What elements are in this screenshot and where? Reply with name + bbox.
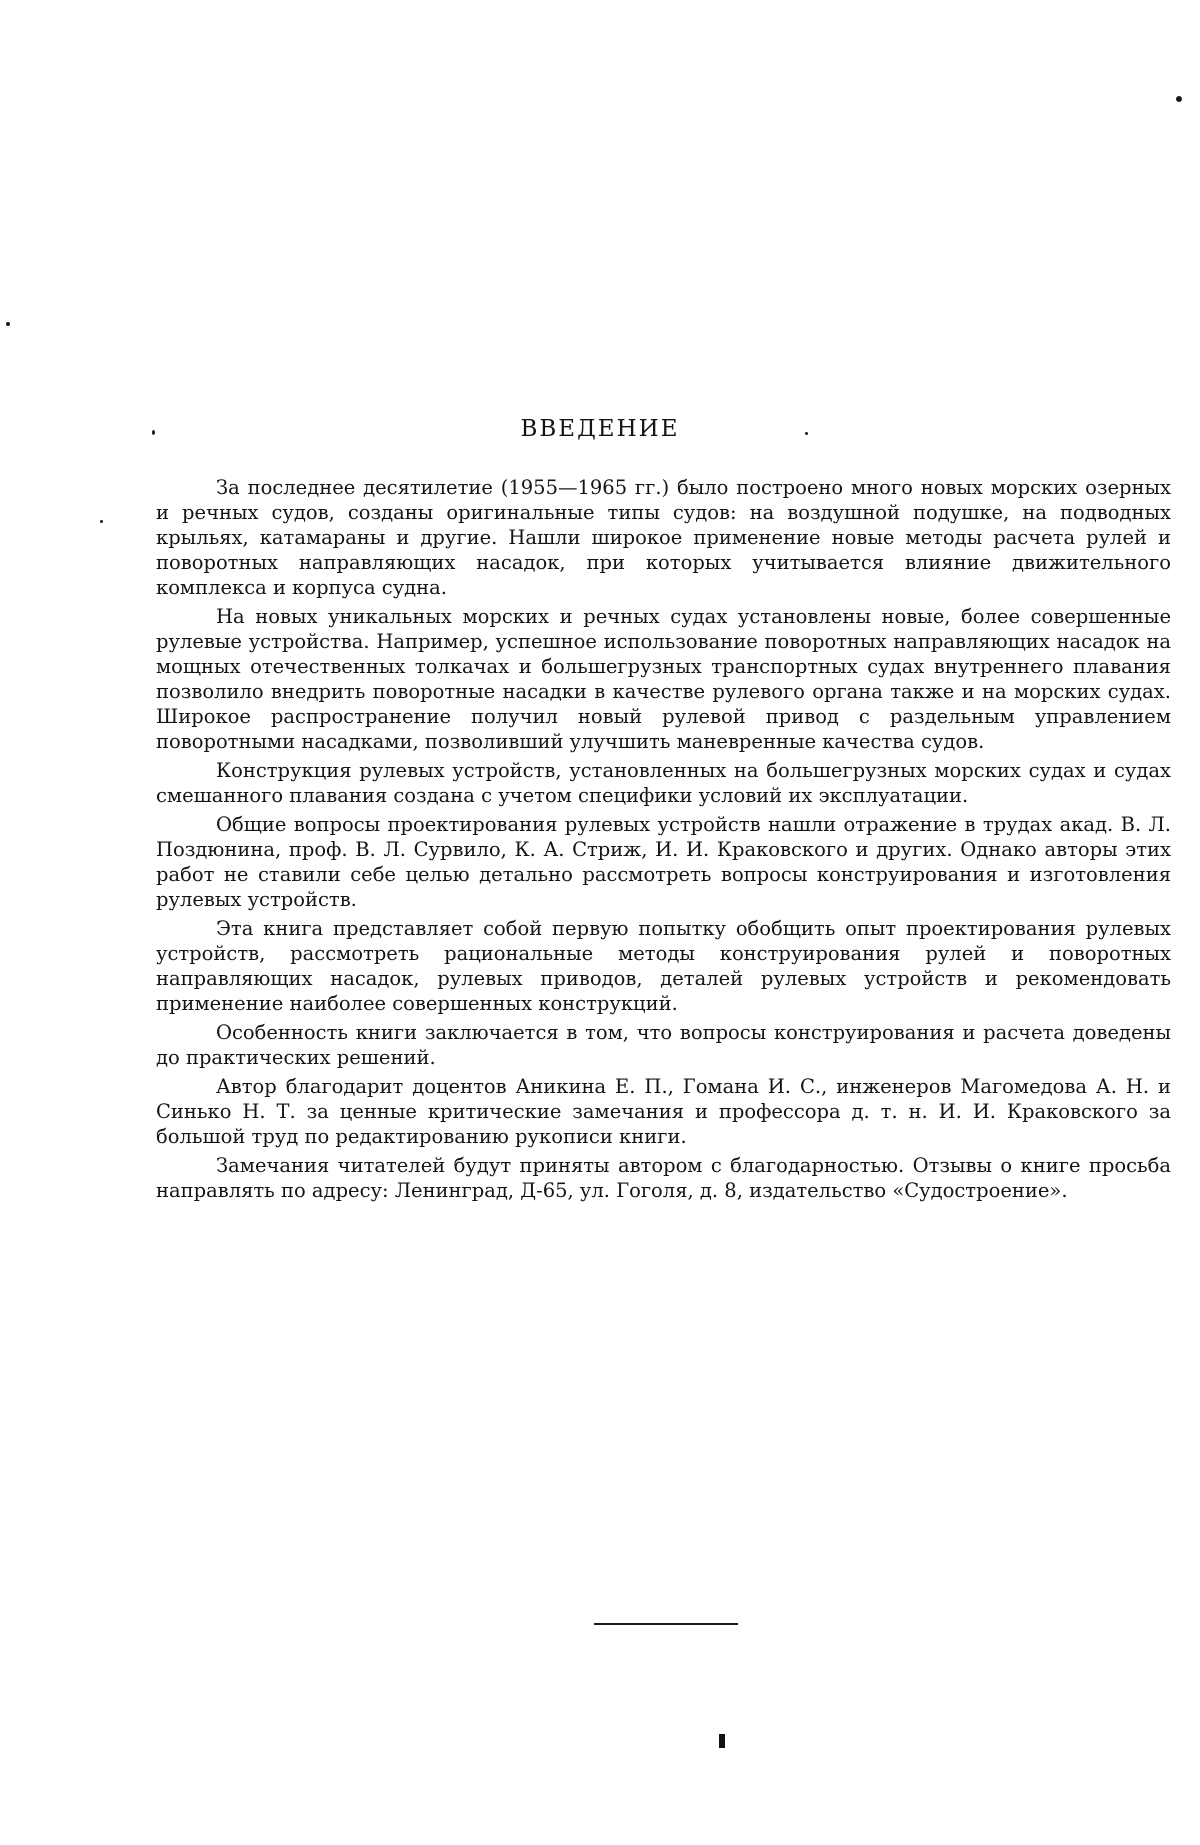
scan-speck [100, 520, 103, 523]
paragraph: Общие вопросы проектирования рулевых устройств нашли отражение в трудах акад. В. Л. Поздюнина, проф. В. Л. Сурвило, К. А. Стриж, И. И. Краковского и других. Однако авторы этих работ не ставили себе целью детально рассмотреть вопросы конструирования и изготовления рулевых устройств. [156, 813, 1171, 911]
page-mark [719, 1734, 725, 1748]
body-text [156, 475, 1171, 1207]
section-heading: ВВЕДЕНИЕ [520, 416, 680, 442]
paragraph: Конструкция рулевых устройств, установленных на большегрузных морских судах и судах смешанного плавания создана с учетом специфики условий их эксплуатации. [156, 759, 1171, 807]
paragraph: Замечания читателей будут приняты автором с благодарностью. Отзывы о книге просьба направлять по адресу: Ленинград, Д-65, ул. Гоголя, д. 8, издательство «Судостроение». [156, 1154, 1171, 1202]
paragraph: За последнее десятилетие (1955—1965 гг.) было построено много новых морских озерных и речных судов, созданы оригинальные типы судов: на воздушной подушке, на подводных крыльях, катамараны и другие. Нашли широкое применение новые методы расчета рулей и поворотных направляющих насадок, при которых учитывается влияние движительного комплекса и корпуса судна. [156, 476, 1171, 599]
paragraph: На новых уникальных морских и речных судах установлены новые, более совершенные рулевые устройства. Например, успешное использование поворотных направляющих насадок на мощных отечественных толкачах и большегрузных транспортных судах внутреннего плавания позволило внедрить поворотные насадки в качестве рулевого органа также и на морских судах. Широкое распространение получил новый рулевой привод с раздельным управлением поворотными насадками, позволивший улучшить маневренные качества судов. [156, 605, 1171, 753]
scan-speck [6, 322, 10, 326]
paragraph: Автор благодарит доцентов Аникина Е. П., Гомана И. С., инженеров Магомедова А. Н. и Синько Н. Т. за ценные критические замечания и профессора д. т. н. И. И. Краковского за большой труд по редактированию рукописи книги. [156, 1075, 1171, 1148]
paragraph: Эта книга представляет собой первую попытку обобщить опыт проектирования рулевых устройств, рассмотреть рациональные методы конструирования рулей и поворотных направляющих насадок, рулевых приводов, деталей рулевых устройств и рекомендовать применение наиболее совершенных конструкций. [156, 917, 1171, 1015]
scan-speck [1176, 96, 1182, 102]
paragraph: Особенность книги заключается в том, что вопросы конструирования и расчета доведены до практических решений. [156, 1021, 1171, 1069]
closing-rule [594, 1623, 738, 1625]
